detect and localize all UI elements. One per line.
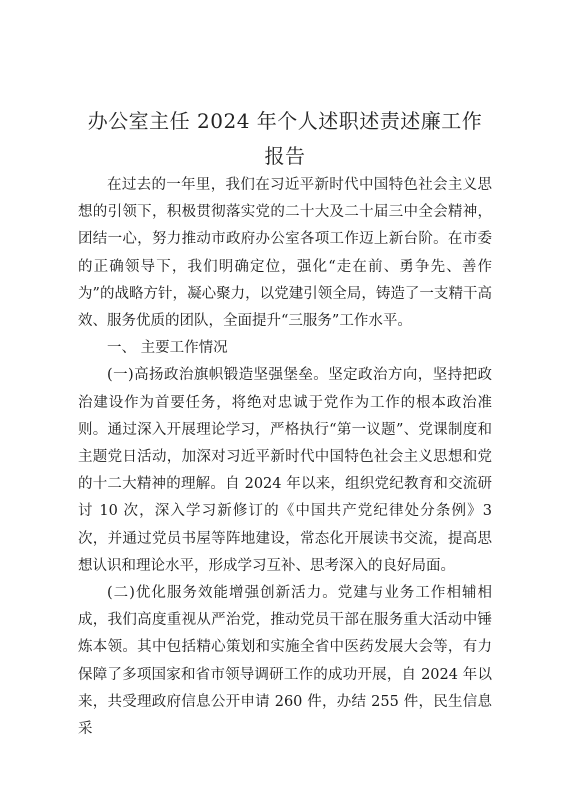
intro-paragraph: 在过去的一年里，我们在习近平新时代中国特色社会主义思想的引领下，积极贯彻落实党的二十大及二十届三中全会精神，团结一心，努力推动市政府办公室各项工作迈上新台阶。在市委的正确领导下，我们明确定位，强化“走在前、勇争先、善作为”的战略方针，凝心聚力，以党建引领全局，铸造了一支精干高效、服务优质的团队，全面提升“三服务”工作水平。 [78, 177, 492, 330]
document-title-continued: 报告 [264, 144, 306, 168]
item-paragraph-1: (一)高扬政治旗帜锻造坚强堡垒。坚定政治方向，坚持把政治建设作为首要任务，将绝对忠诚于党作为工作的根本政治准则。通过深入开展理论学习，严格执行“第一议题”、党课制度和主题党日活动，加深对习近平新时代中国特色社会主义思想和党的十二大精神的理解。自 2024 年以来，组织党纪教育和交流研讨 10 次，深入学习新修订的《中国共产党纪律处分条例》3 次，并通过党员书屋等阵地建设，常态化开展读书交流，提高思想认识和理论水平，形成学习互补、思考深入的良好局面。 [78, 367, 492, 574]
document-body [78, 172, 492, 743]
item-paragraph-2: (二)优化服务效能增强创新活力。党建与业务工作相辅相成，我们高度重视从严治党，推动党员干部在服务重大活动中锤炼本领。其中包括精心策划和实施全省中医药发展大会等，有力保障了多项国家和省市领导调研工作的成功开展，自 2024 年以来，共受理政府信息公开申请 260 件，办结 255 件，民生信息采 [78, 585, 492, 738]
document-title: 办公室主任 2024 年个人述职述责述廉工作 [87, 109, 483, 133]
section-heading: 一、 主要工作情况 [107, 340, 228, 357]
